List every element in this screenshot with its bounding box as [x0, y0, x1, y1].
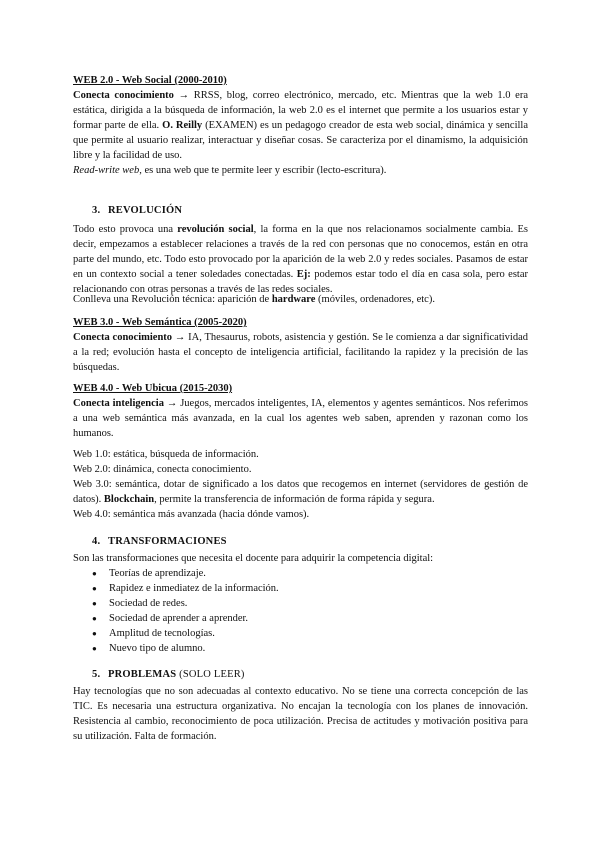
- web3-paragraph: Conecta conocimiento → IA, Thesaurus, robots, asistencia y gestión. Se le comienza a dar significatividad a la red; evolución hasta el concepto de inteligencia artificial, facilitando la rapidez y la precisión de las búsquedas.: [73, 332, 528, 373]
- web2-paragraph: Conecta conocimiento → RRSS, blog, correo electrónico, mercado, etc. Mientras que la web 1.0 era estática, dirigida a la búsqueda de información, la web 2.0 es el internet que permite a los usuarios estar y formar parte de ella. O. Reilly (EXAMEN) es un pedagogo creador de esta web social, dinámica y sencilla que permite al usuario realizar, interactuar y diseñar cosas. Se caracteriza por el dinamismo, la adquisición libre y la facilidad de uso.: [73, 90, 528, 161]
- arrow-icon: →: [174, 332, 186, 343]
- list-item: ● Rapidez e inmediatez de la información.: [92, 581, 279, 596]
- arrow-icon: →: [178, 90, 190, 101]
- list-item: ● Sociedad de redes.: [92, 596, 279, 611]
- oreilly-name: O. Reilly: [162, 120, 203, 131]
- section-3-hardware: Conlleva una Revolución técnica: aparición de hardware (móviles, ordenadores, etc).: [73, 294, 435, 305]
- transformations-list: [92, 566, 279, 656]
- web3-heading: WEB 3.0 - Web Semántica (2005-2020): [73, 317, 247, 328]
- list-item: ● Teorías de aprendizaje.: [92, 566, 279, 581]
- web2-lead: Conecta conocimiento: [73, 90, 174, 101]
- summary-web1: Web 1.0: estática, búsqueda de información.: [73, 449, 259, 460]
- web4-heading: WEB 4.0 - Web Ubicua (2015-2030): [73, 383, 233, 394]
- summary-web3: Web 3.0: semántica, dotar de significado a los datos que recogemos en internet (servidores de gestión de datos). Blockchain, permite la transferencia de información de forma rápida y segura.: [73, 479, 528, 505]
- web2-heading: WEB 2.0 - Web Social (2000-2010): [73, 75, 227, 86]
- section-4-heading: 4. TRANSFORMACIONES: [92, 536, 227, 547]
- list-item: ● Amplitud de tecnologías.: [92, 626, 279, 641]
- section-3-heading: 3. REVOLUCIÓN: [92, 205, 183, 216]
- web2-readwrite: Read-write web, es una web que te permite leer y escribir (lecto-escritura).: [73, 165, 387, 176]
- section-4-intro: Son las transformaciones que necesita el docente para adquirir la competencia digital:: [73, 553, 434, 564]
- summary-web4: Web 4.0: semántica más avanzada (hacia dónde vamos).: [73, 509, 310, 520]
- section-5-heading: 5. PROBLEMAS (SOLO LEER): [92, 669, 245, 680]
- web4-paragraph: Conecta inteligencia → Juegos, mercados inteligentes, IA, elementos y agentes semánticos. Nos referimos a una web semántica más avanzada, en la cual los agentes web saben, aprenden y razonan como los humanos.: [73, 398, 529, 439]
- list-item: ● Sociedad de aprender a aprender.: [92, 611, 279, 626]
- section-5-paragraph: Hay tecnologías que no son adecuadas al contexto educativo. No se tiene una correcta concepción de las TIC. Es necesaria una estructura organizativa. No encajan la tecnología con los planes de innovación. Resistencia al cambio, reconocimiento de poca utilización. Precisa de actitudes y motivación positiva para su utilización. Falta de formación.: [73, 686, 528, 742]
- list-item: ● Nuevo tipo de alumno.: [92, 641, 279, 656]
- arrow-icon: →: [166, 398, 178, 409]
- section-3-paragraph: Todo esto provoca una revolución social, la forma en la que nos relacionamos socialmente cambia. Es decir, empezamos a establecer relaciones a través de la red con personas que no conocemos, están en otra parte del mundo, etc. Todo esto provocado por la aparición de la web 2.0 y redes sociales. Pasamos de estar en un contexto social a tener soledades conectadas. Ej: podemos estar todo el día en casa sola, pero estar relacionando con otras personas a través de las redes sociales.: [73, 224, 528, 295]
- summary-web2: Web 2.0: dinámica, conecta conocimiento.: [73, 464, 252, 475]
